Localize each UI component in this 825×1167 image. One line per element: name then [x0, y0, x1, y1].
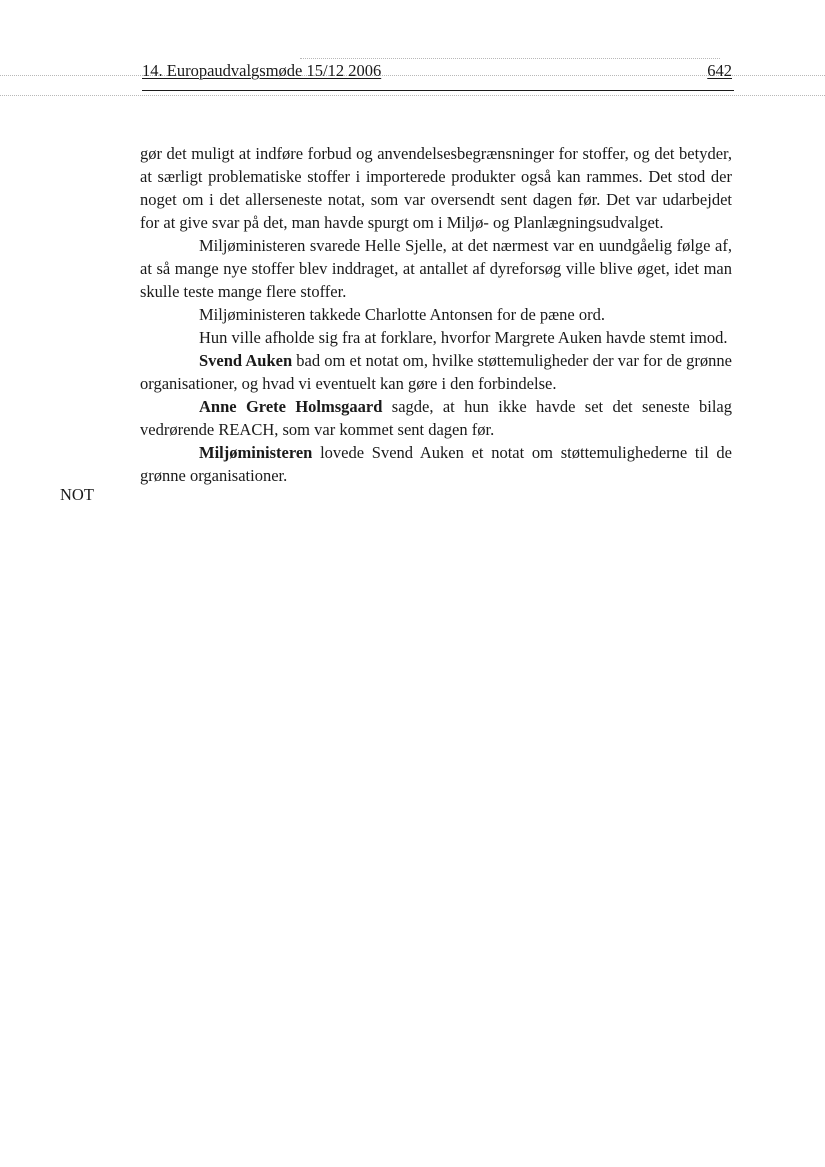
paragraph	[140, 142, 732, 234]
header-rule	[142, 90, 734, 91]
paragraph	[140, 234, 732, 303]
scan-artifact-line	[300, 58, 720, 59]
speaker-name: Anne Grete Holmsgaard	[199, 397, 383, 416]
page-header	[142, 61, 734, 81]
paragraph-text: sagde, at hun ikke havde set det seneste bilag vedrørende REACH, som var kommet sent dagen før.	[140, 397, 733, 439]
speaker-name: Svend Auken	[199, 351, 293, 370]
paragraph-text: gør det muligt at indføre forbud og anvendelsesbegrænsninger for stoffer, og det betyder, at særligt problematiske stoffer i importerede produkter også kan rammes. Det stod der noget om i det allerseneste notat, som var oversendt sent dagen før. Det var udarbejdet for at give svar på det, man havde spurgt om i Miljø- og Planlægningsudvalget.	[140, 144, 732, 232]
paragraph-text: Miljøministeren svarede Helle Sjelle, at det nærmest var en uundgåelig følge af, at så mange nye stoffer blev inddraget, at antallet af dyreforsøg ville blive øget, idet man skulle teste mange flere stoffer.	[140, 236, 732, 301]
paragraph	[140, 395, 732, 441]
body-text	[140, 142, 732, 487]
paragraph	[140, 326, 732, 349]
document-title: 14. Europaudvalgsmøde 15/12 2006	[142, 61, 382, 80]
paragraph-text: Miljøministeren takkede Charlotte Antonsen for de pæne ord.	[199, 305, 605, 324]
scan-artifact-line	[0, 95, 825, 96]
paragraph	[140, 349, 732, 395]
speaker-name: Miljøministeren	[199, 443, 313, 462]
paragraph	[140, 303, 732, 326]
paragraph-text: Hun ville afholde sig fra at forklare, hvorfor Margrete Auken havde stemt imod.	[199, 328, 728, 347]
margin-note: NOT	[60, 485, 94, 504]
paragraph-text: lovede Svend Auken et notat om støttemulighederne til de grønne organisationer.	[140, 443, 732, 485]
page-number: 642	[707, 61, 732, 80]
paragraph-text: bad om et notat om, hvilke støttemuligheder der var for de grønne organisationer, og hvad vi eventuelt kan gøre i den forbindelse.	[140, 351, 732, 393]
paragraph	[140, 441, 732, 487]
